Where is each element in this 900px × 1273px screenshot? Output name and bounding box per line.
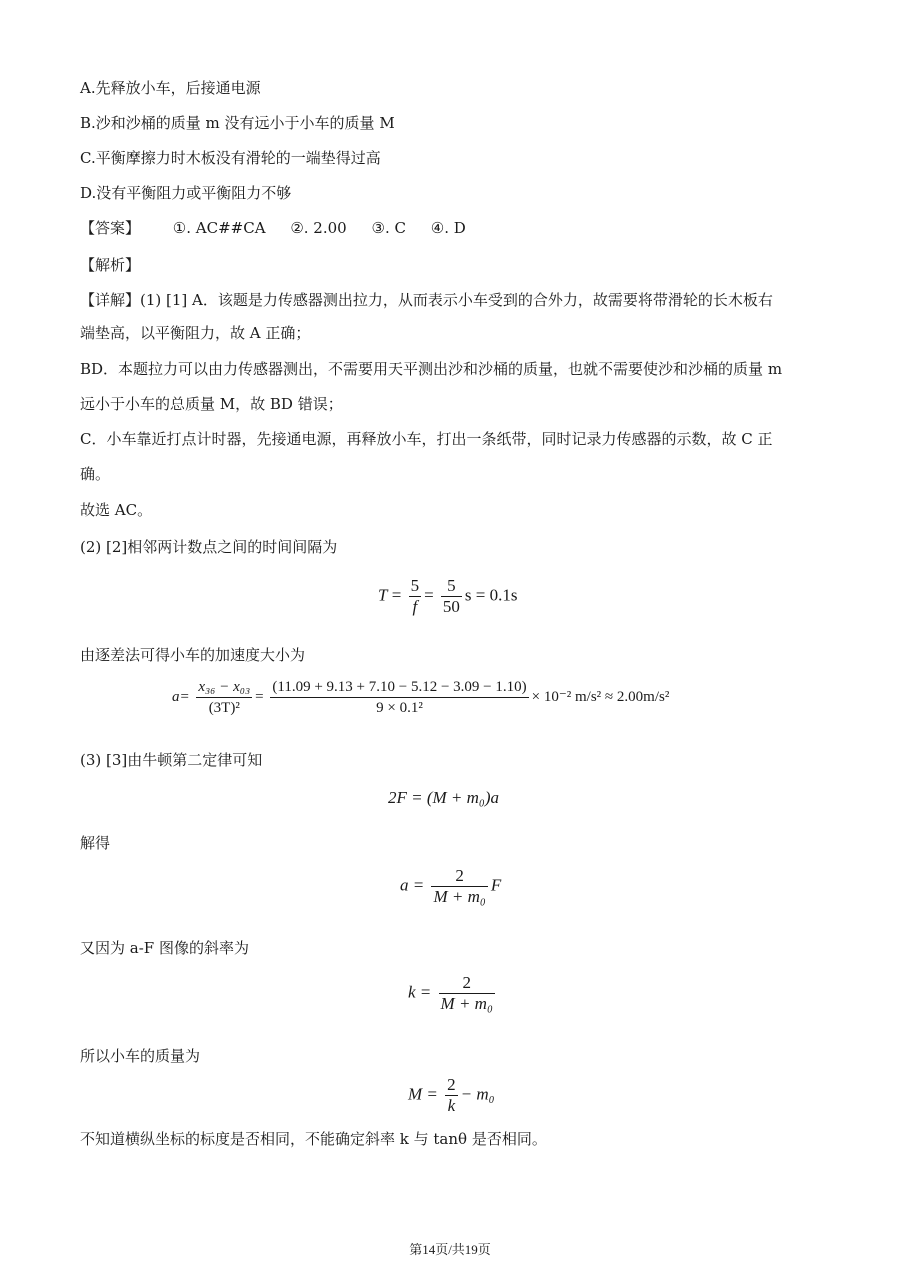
body-line: (2) [2]相邻两计数点之间的时间间隔为: [80, 538, 338, 556]
fraction: [270, 677, 528, 718]
analysis-label: 【解析】: [80, 256, 141, 274]
formula-slope: [408, 973, 498, 1014]
body-line: 故选 AC。: [80, 501, 153, 519]
body-line: 解得: [80, 834, 111, 852]
body-line: 【详解】(1) [1] A．该题是力传感器测出拉力，从而表示小车受到的合外力，故需要将带滑轮的长木板右: [80, 291, 773, 309]
fraction: [196, 677, 252, 718]
body-line: 不知道横纵坐标的标度是否相同，不能确定斜率 k 与 tanθ 是否相同。: [80, 1130, 547, 1148]
body-line: 确。: [80, 465, 111, 483]
denominator: (3T)²: [208, 700, 240, 716]
body-line: 由逐差法可得小车的加速度大小为: [80, 646, 306, 664]
denominator: f: [412, 597, 418, 616]
numerator: 5: [441, 576, 462, 597]
fraction: [445, 1075, 458, 1116]
fraction: [431, 866, 487, 907]
body-line: 端垫高，以平衡阻力，故 A 正确；: [80, 324, 311, 342]
answer-row: [80, 217, 466, 239]
option-b: B.沙和沙桶的质量 m 没有远小于小车的质量 M: [80, 114, 395, 132]
formula-term: × 10⁻² m/s² ≈ 2.00m/s²: [531, 688, 670, 705]
formula-mass: [408, 1075, 495, 1116]
answer-item: ④. D: [430, 219, 466, 237]
formula-term: M =: [408, 1084, 438, 1104]
denominator: k: [447, 1096, 456, 1115]
option-c: C.平衡摩擦力时木板没有滑轮的一端垫得过高: [80, 149, 381, 167]
page-footer: 第14页/共19页: [409, 1242, 491, 1257]
formula-term: a =: [400, 875, 425, 895]
formula-acceleration: a= $\frac{\text{x₃₆ − x₀₃}}{\text{(3T)²}}$ = $\frac{(11.09 + 9.13 + 7.10 - 5.12 - 3.09 - 1.10)}{\text{9 × 0.1²}}$ × 10⁻² m/s² ≈ 2.00m/s²: [172, 679, 670, 716]
option-a: A.先释放小车，后接通电源: [80, 79, 261, 97]
formula-newton: 2F = (M + m₀)a: [388, 788, 499, 807]
body-line: BD．本题拉力可以由力传感器测出，不需要用天平测出沙和沙桶的质量，也就不需要使沙和沙桶的质量 m: [80, 360, 783, 378]
numerator: 2: [439, 973, 495, 994]
fraction: [441, 576, 462, 617]
fraction: [439, 973, 495, 1014]
denominator: M + m₀: [433, 887, 486, 906]
numerator: 5: [410, 576, 420, 595]
numerator: (11.09 + 9.13 + 7.10 − 5.12 − 3.09 − 1.10): [270, 677, 528, 698]
formula-term: T: [378, 585, 388, 605]
body-line: 又因为 a-F 图像的斜率为: [80, 939, 249, 957]
formula-term: − m₀: [460, 1084, 495, 1104]
fraction: [409, 576, 422, 617]
formula-term: F: [490, 875, 502, 895]
body-line: C．小车靠近打点计时器，先接通电源，再释放小车，打出一条纸带，同时记录力传感器的示数，故 C 正: [80, 430, 773, 448]
body-line: (3) [3]由牛顿第二定律可知: [80, 751, 263, 769]
body-line: 所以小车的质量为: [80, 1047, 201, 1065]
body-line: 远小于小车的总质量 M，故 BD 错误；: [80, 395, 343, 413]
numerator: 2: [447, 1075, 456, 1094]
answer-item: ①. AC##CA: [172, 219, 266, 237]
formula-term: a=: [172, 688, 190, 705]
answer-item: ③. C: [371, 219, 406, 237]
answer-label: 【答案】: [80, 219, 141, 237]
formula-term: k =: [408, 982, 432, 1002]
answer-item: ②. 2.00: [290, 219, 347, 237]
denominator: 9 × 0.1²: [376, 700, 423, 716]
denominator: M + m₀: [440, 994, 493, 1013]
formula-solved-a: [400, 866, 501, 907]
numerator: 2: [431, 866, 487, 887]
formula-period: T = $\frac{5}{f}$ = $\frac{5}{50}$ s = 0.1s: [378, 576, 518, 616]
formula-term: s = 0.1s: [464, 585, 518, 605]
option-d: D.没有平衡阻力或平衡阻力不够: [80, 184, 292, 202]
denominator: 50: [442, 597, 460, 616]
numerator: x₃₆ − x₀₃: [196, 677, 252, 698]
